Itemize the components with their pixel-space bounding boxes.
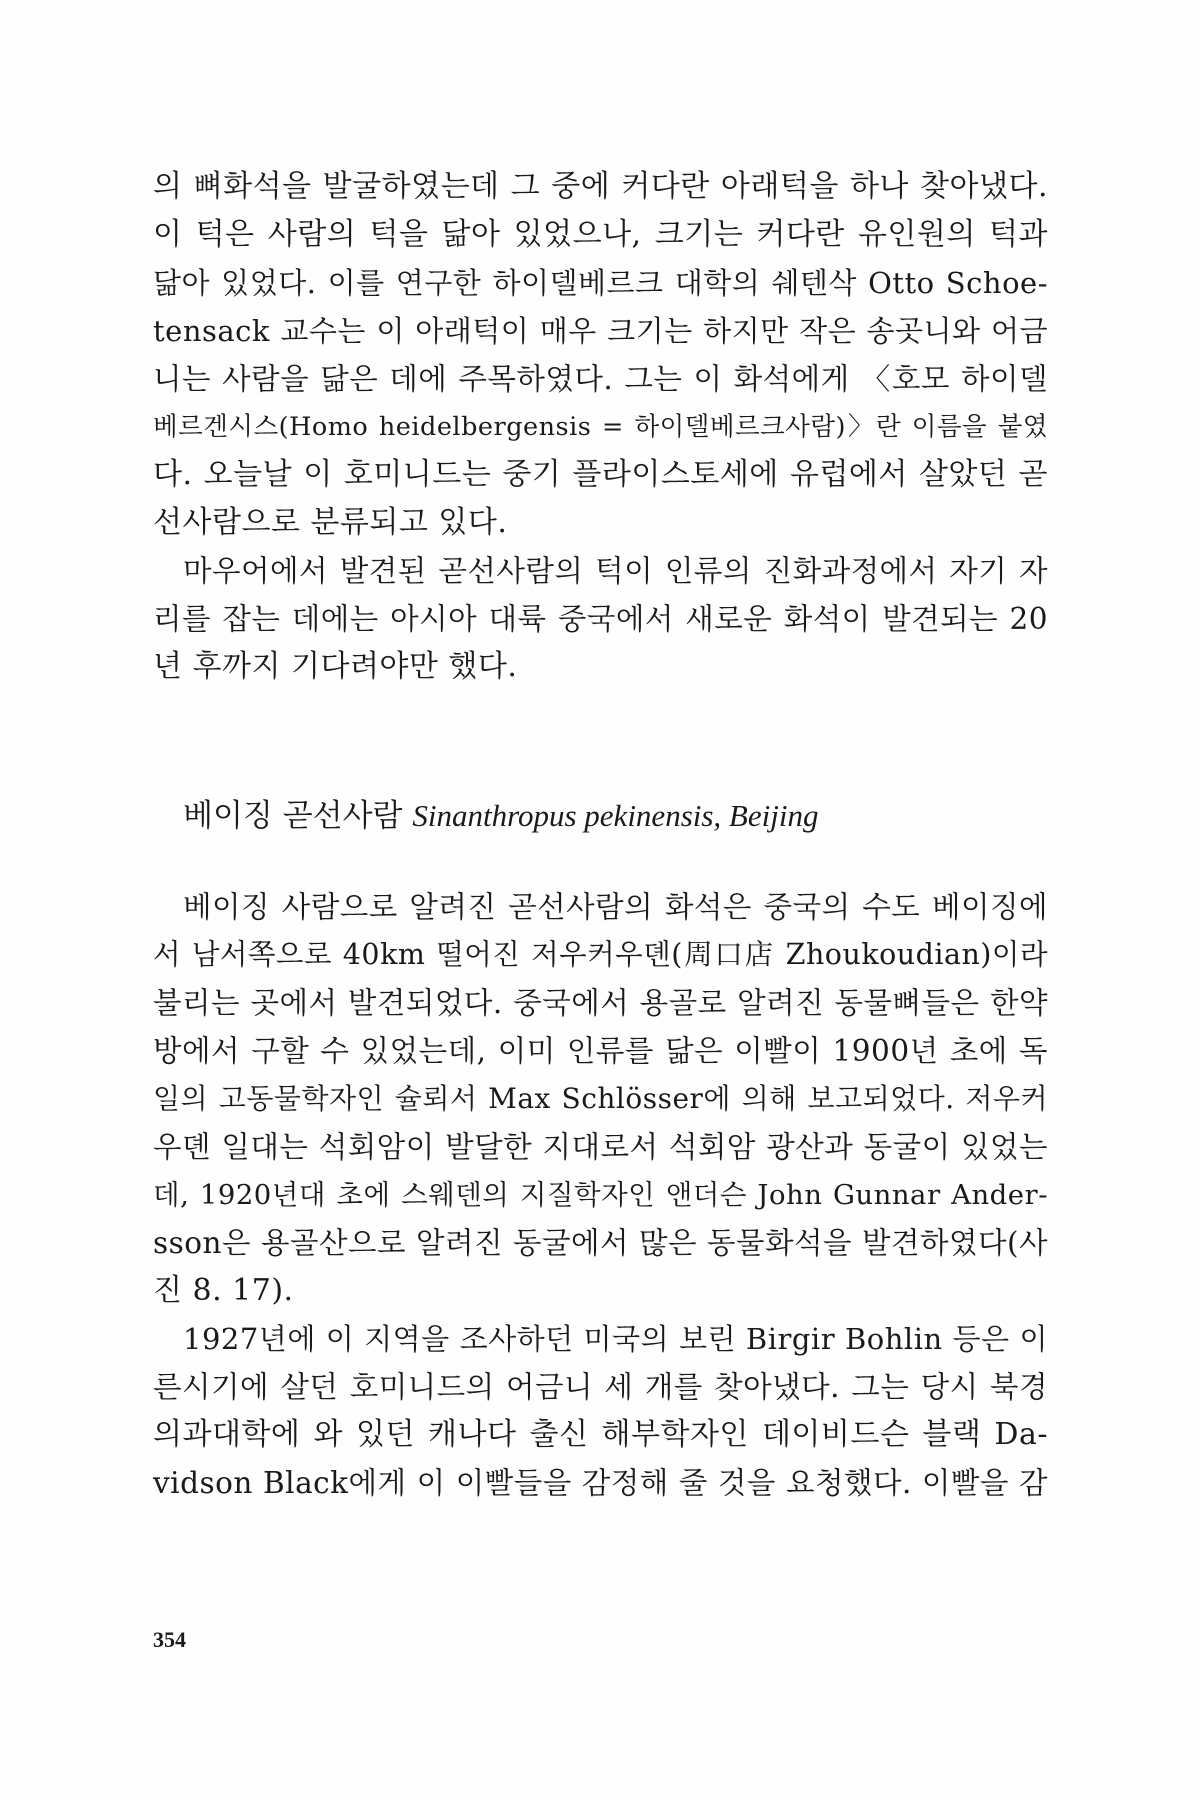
text-line: sson은 용골산으로 알려진 동굴에서 많은 동물화석을 발견하였다(사 [153,1226,1048,1260]
text-line: 닮아 있었다. 이를 연구한 하이델베르크 대학의 쉐텐삭 Otto Schoe- [153,266,1048,300]
text-line: 른시기에 살던 호미니드의 어금니 세 개를 찾아냈다. 그는 당시 북경 [153,1370,1048,1404]
text-line: 리를 잡는 데에는 아시아 대륙 중국에서 새로운 화석이 발견되는 20 [153,602,1048,636]
text-line: 데, 1920년대 초에 스웨덴의 지질학자인 앤더슨 John Gunnar Ander- [153,1179,1048,1211]
text-line: tensack 교수는 이 아래턱이 매우 크기는 하지만 작은 송곳니와 어금 [153,314,1048,348]
section-heading-korean: 베이징 곧선사람 [183,798,403,834]
text-line: 일의 고동물학자인 슐뢰서 Max Schlösser에 의해 보고되었다. 저우커 [153,1082,1048,1115]
paragraph-1 [153,163,1048,547]
text-line: vidson Black에게 이 이빨들을 감정해 줄 것을 요청했다. 이빨을 감 [153,1466,1048,1500]
page-number: 354 [153,1627,186,1652]
text-line: 선사람으로 분류되고 있다. [153,505,508,540]
text-line: 불리는 곳에서 발견되었다. 중국에서 용골로 알려진 동물뼈들은 한약 [153,986,1048,1020]
text-line: 베이징 사람으로 알려진 곧선사람의 화석은 중국의 수도 베이징에 [183,890,1048,924]
paragraph-4 [153,1315,1048,1507]
text-line: 베르겐시스(Homo heidelbergensis = 하이델베르크사람)〉란 이름을 붙였 [153,412,1048,442]
section-heading-latin: Sinanthropus pekinensis, Beijing [412,798,819,833]
text-line: 우뎬 일대는 석회암이 발달한 지대로서 석회암 광산과 동굴이 있었는 [153,1130,1048,1164]
paragraph-3 [153,883,1048,1315]
text-line: 마우어에서 발견된 곧선사람의 턱이 인류의 진화과정에서 자기 자 [183,554,1048,588]
text-line: 다. 오늘날 이 호미니드는 중기 플라이스토세에 유럽에서 살았던 곧 [153,457,1048,492]
text-line: 년 후까지 기다려야만 했다. [153,649,518,684]
section-heading [183,792,818,840]
text-line: 니는 사람을 닮은 데에 주목하였다. 그는 이 화석에게 〈호모 하이델 [153,362,1048,396]
paragraph-2 [153,547,1048,691]
text-line: 1927년에 이 지역을 조사하던 미국의 보린 Birgir Bohlin 등은 이 [183,1322,1048,1356]
text-line: 서 남서쪽으로 40km 떨어진 저우커우뎬(周口店 Zhoukoudian)이라 [153,938,1048,971]
text-line: 의과대학에 와 있던 캐나다 출신 해부학자인 데이비드슨 블랙 Da- [153,1417,1048,1452]
text-line: 진 8. 17). [153,1273,294,1308]
text-line: 의 뼈화석을 발굴하였는데 그 중에 커다란 아래턱을 하나 찾아냈다. [153,169,1048,204]
text-line: 방에서 구할 수 있었는데, 이미 인류를 닮은 이빨이 1900년 초에 독 [153,1034,1048,1068]
text-line: 이 턱은 사람의 턱을 닮아 있었으나, 크기는 커다란 유인원의 턱과 [153,217,1048,252]
